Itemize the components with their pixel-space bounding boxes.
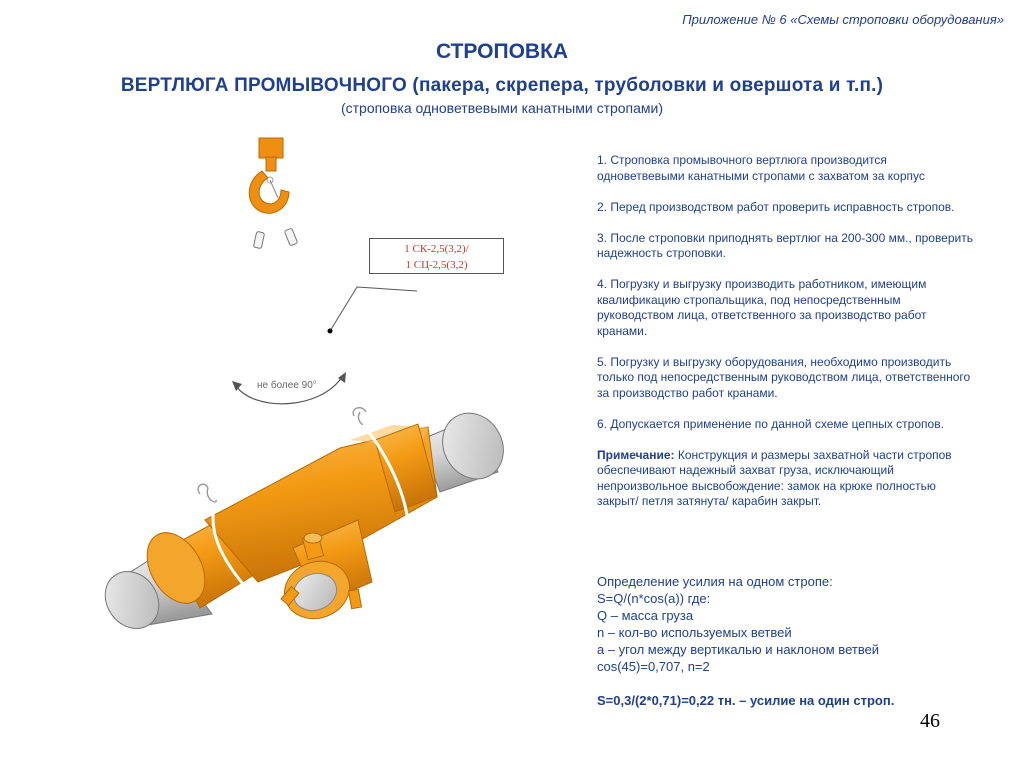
calc-cos: cos(45)=0,707, n=2 <box>597 659 710 674</box>
instruction-item: 1. Строповка промывочного вертлюга производится одноветвевыми канатными стропами с захватом за корпус <box>597 153 925 183</box>
instruction-item: 5. Погрузку и выгрузку оборудования, необходимо производить только под непосредственным руководством лица, ответственного за производство работ кранами. <box>597 354 971 400</box>
swivel-body <box>94 402 515 639</box>
sling-label-leader <box>328 287 418 334</box>
calc-heading: Определение усилия на одном стропе: <box>597 574 833 589</box>
appendix-caption: Приложение № 6 «Схемы строповки оборудования» <box>682 12 1004 27</box>
note-label: Примечание: <box>597 447 675 462</box>
calc-a: a – угол между вертикалью и наклоном ветвей <box>597 642 880 657</box>
angle-label: не более 90° <box>257 380 317 391</box>
instruction-item: 3. После строповки приподнять вертлюг на 200-300 мм., проверить надежность строповки. <box>597 230 973 260</box>
calc-q: Q – масса груза <box>597 608 694 623</box>
page-number: 46 <box>920 710 940 732</box>
instruction-item: 2. Перед производством работ проверить исправность стропов. <box>597 199 955 214</box>
sling-type-line2: 1 СЦ-2,5(3,2) <box>405 259 468 271</box>
page-title-line2: ВЕРТЛЮГА ПРОМЫВОЧНОГО (пакера, скрепера, труболовки и овершота и т.п.) <box>120 75 884 96</box>
instruction-item: 4. Погрузку и выгрузку производить работником, имеющим квалификацию стропальщика, под непосредственным руководством лица, ответственного за производство работ кранами. <box>597 277 927 338</box>
page-subtitle: (строповка одноветвевыми канатными стропами) <box>340 100 664 116</box>
page-title: СТРОПОВКА <box>435 40 569 63</box>
calc-n: n – кол-во используемых ветвей <box>597 625 792 640</box>
crane-hook-icon <box>249 138 297 249</box>
sling-type-line1: 1 СК-2,5(3,2)/ <box>404 243 469 255</box>
note-paragraph <box>597 448 977 510</box>
calc-formula: S=Q/(n*cos(a)) где: <box>597 591 711 606</box>
instructions-list <box>597 153 977 525</box>
force-calculation <box>597 573 1007 709</box>
sling-type-label <box>369 238 504 274</box>
instruction-item: 6. Допускается применение по данной схеме цепных стропов. <box>597 416 944 431</box>
calc-result: S=0,3/(2*0,71)=0,22 тн. – усилие на один строп. <box>597 693 895 708</box>
note-text: Конструкция и размеры захватной части стропов обеспечивают надежный захват груза, исключающий непроизвольное высвобождение: замок на крюке полностью закрыт/ петля затянута/ карабин закрыт. <box>597 447 952 508</box>
